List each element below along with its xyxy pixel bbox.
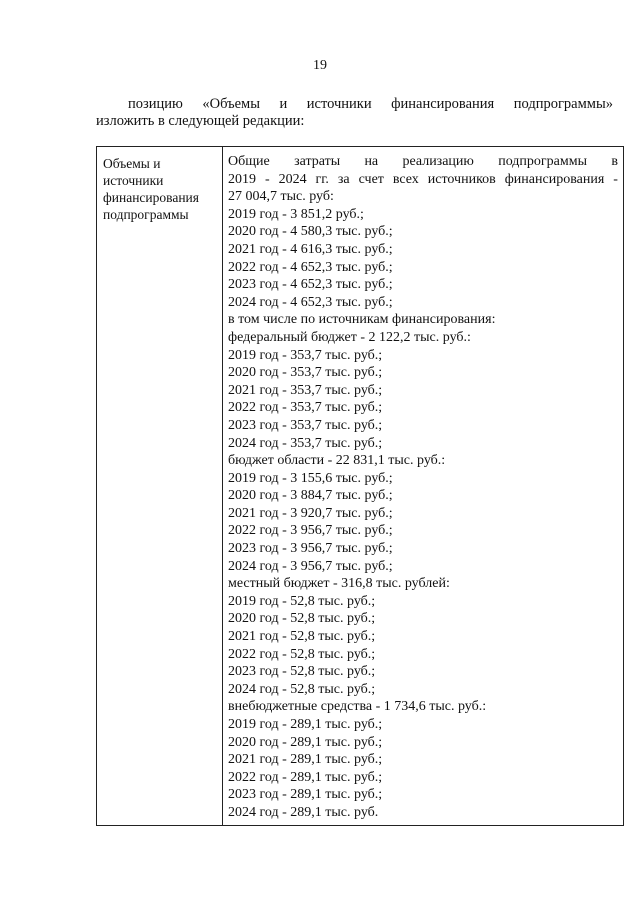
funding-line: 2022 год - 4 652,3 тыс. руб.; xyxy=(228,259,393,275)
heading-word: гг. xyxy=(315,171,329,187)
page-number: 19 xyxy=(313,58,327,73)
funding-line: 2021 год - 4 616,3 тыс. руб.; xyxy=(228,241,393,257)
funding-line: 2021 год - 289,1 тыс. руб.; xyxy=(228,752,383,768)
funding-line: 2020 год - 4 580,3 тыс. руб.; xyxy=(228,224,393,240)
intro-paragraph xyxy=(96,96,613,130)
funding-line: 2020 год - 289,1 тыс. руб.; xyxy=(228,734,383,750)
funding-line: 2021 год - 52,8 тыс. руб.; xyxy=(228,629,376,645)
heading-word: всех xyxy=(392,171,419,187)
label-line: финансирования xyxy=(103,190,199,205)
funding-line: 2023 год - 289,1 тыс. руб.; xyxy=(228,787,383,803)
heading-word: на xyxy=(364,154,379,169)
heading-word: за xyxy=(337,171,350,187)
funding-line: 2019 год - 3 155,6 тыс. руб.; xyxy=(228,470,393,486)
label-line: подпрограммы xyxy=(103,207,189,222)
heading-word: в xyxy=(611,154,618,169)
heading-word: подпрограммы xyxy=(498,154,587,169)
heading-word: источников xyxy=(427,171,496,187)
funding-line: 2019 год - 353,7 тыс. руб.; xyxy=(228,347,383,363)
heading-word: 2024 xyxy=(278,171,307,187)
funding-line: 2024 год - 3 956,7 тыс. руб.; xyxy=(228,558,393,574)
heading-word: счет xyxy=(358,171,384,187)
intro-word: источники xyxy=(306,96,372,112)
funding-line: 2019 год - 3 851,2 руб.; xyxy=(228,206,364,222)
funding-line: 2020 год - 52,8 тыс. руб.; xyxy=(228,611,376,627)
heading-word: финансирования xyxy=(504,171,605,187)
heading-line-1 xyxy=(228,153,618,171)
intro-word: позицию xyxy=(128,96,183,112)
funding-line: 2020 год - 3 884,7 тыс. руб.; xyxy=(228,488,393,504)
intro-line-2: изложить в следующей редакции: xyxy=(96,113,305,129)
funding-line: 2022 год - 3 956,7 тыс. руб.; xyxy=(228,523,393,539)
heading-word: 2019 xyxy=(228,171,256,187)
funding-line: 2022 год - 289,1 тыс. руб.; xyxy=(228,769,383,785)
label-line: Объемы и xyxy=(103,156,161,171)
funding-line: 2021 год - 3 920,7 тыс. руб.; xyxy=(228,505,393,521)
label-line: источники xyxy=(103,173,164,188)
funding-line: внебюджетные средства - 1 734,6 тыс. руб.: xyxy=(228,699,487,715)
table-value-cell xyxy=(223,147,623,825)
intro-line-1 xyxy=(96,96,613,113)
funding-line: 2019 год - 52,8 тыс. руб.; xyxy=(228,593,376,609)
intro-word: и xyxy=(279,96,288,112)
funding-line: 2024 год - 353,7 тыс. руб.; xyxy=(228,435,383,451)
funding-line: 2022 год - 52,8 тыс. руб.; xyxy=(228,646,376,662)
heading-word: реализацию xyxy=(402,154,474,169)
funding-line: 2019 год - 289,1 тыс. руб.; xyxy=(228,717,383,732)
funding-line: бюджет области - 22 831,1 тыс. руб.: xyxy=(228,453,446,469)
heading-word: - xyxy=(613,171,618,187)
funding-line: 2023 год - 52,8 тыс. руб.; xyxy=(228,664,376,680)
funding-line: местный бюджет - 316,8 тыс. рублей: xyxy=(228,576,450,592)
table-label-cell xyxy=(97,147,223,825)
funding-line: 2024 год - 4 652,3 тыс. руб.; xyxy=(228,294,393,310)
heading-word: - xyxy=(264,171,270,187)
funding-line: 2022 год - 353,7 тыс. руб.; xyxy=(228,400,383,416)
funding-line: 2023 год - 3 956,7 тыс. руб.; xyxy=(228,541,393,557)
funding-line: в том числе по источникам финансирования: xyxy=(228,312,496,328)
funding-line: 2021 год - 353,7 тыс. руб.; xyxy=(228,382,383,398)
intro-word: «Объемы xyxy=(202,96,260,112)
funding-line: 27 004,7 тыс. руб: xyxy=(228,189,334,205)
funding-line: федеральный бюджет - 2 122,2 тыс. руб.: xyxy=(228,329,471,345)
funding-line: 2024 год - 52,8 тыс. руб.; xyxy=(228,681,376,697)
heading-word: Общие xyxy=(228,154,270,169)
intro-word: подпрограммы» xyxy=(513,96,613,112)
heading-line-2 xyxy=(228,171,618,189)
funding-line: 2023 год - 4 652,3 тыс. руб.; xyxy=(228,277,393,293)
funding-line: 2024 год - 289,1 тыс. руб. xyxy=(228,804,379,820)
heading-word: затраты xyxy=(294,154,341,169)
intro-word: финансирования xyxy=(391,96,495,112)
funding-table xyxy=(96,146,624,826)
funding-line: 2020 год - 353,7 тыс. руб.; xyxy=(228,365,383,381)
funding-line: 2023 год - 353,7 тыс. руб.; xyxy=(228,417,383,433)
